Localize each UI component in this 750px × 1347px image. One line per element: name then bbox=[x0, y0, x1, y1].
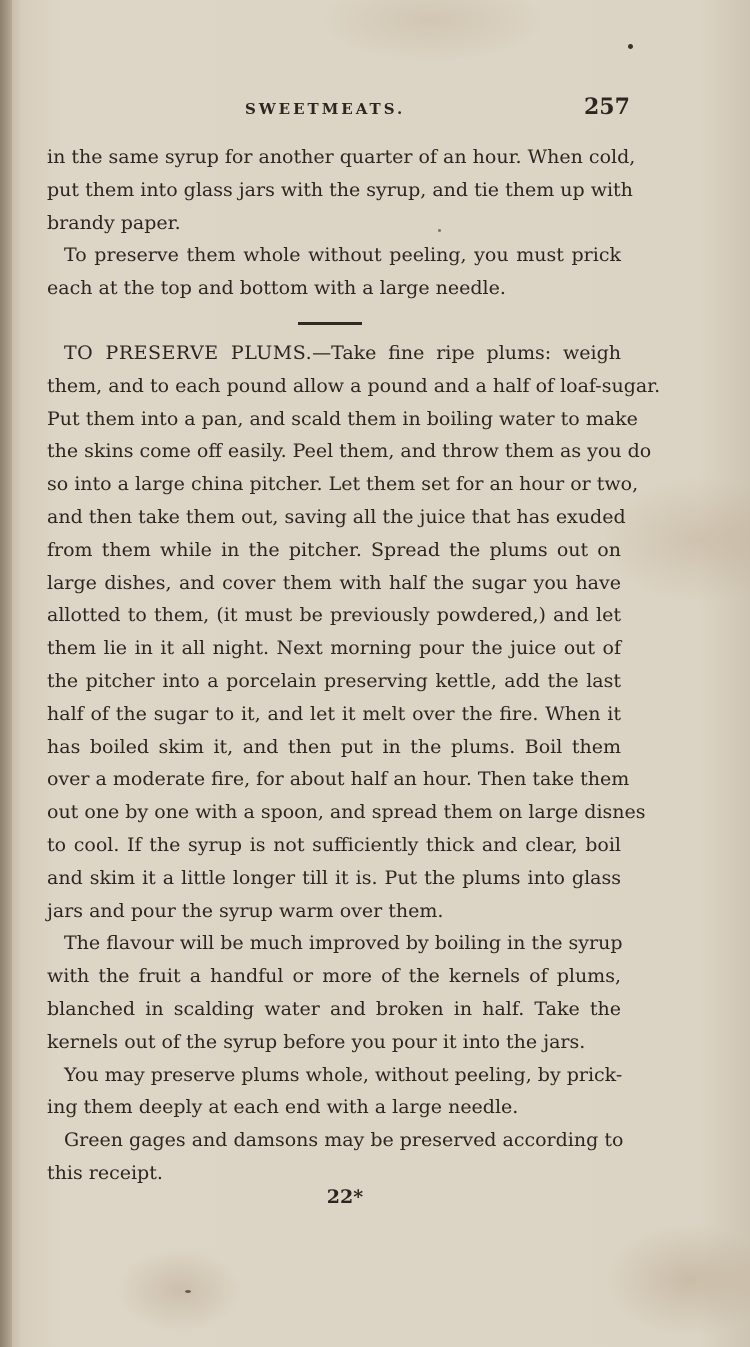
text-line: allotted to them, (it must be previously powdered,) and let bbox=[47, 604, 621, 627]
ink-speck bbox=[628, 44, 633, 49]
text-line: them lie in it all night. Next morning pour the juice out of bbox=[47, 637, 621, 660]
text-line: and then take them out, saving all the juice that has exuded bbox=[47, 505, 626, 528]
text-line: in the same syrup for another quarter of an hour. When cold, bbox=[47, 146, 636, 168]
text-line: so into a large china pitcher. Let them set for an hour or two, bbox=[47, 473, 639, 496]
text-line: and skim it a little longer till it is. Put the plums into glass bbox=[47, 866, 621, 889]
signature-mark: 22* bbox=[326, 1186, 364, 1208]
text-line: this receipt. bbox=[47, 1161, 163, 1184]
page-body bbox=[47, 141, 661, 1190]
running-head: SWEETMEATS. bbox=[245, 100, 406, 118]
text-line: large dishes, and cover them with half the sugar you have bbox=[47, 571, 621, 594]
text-line: You may preserve plums whole, without peeling, by prick- bbox=[64, 1063, 623, 1086]
page-header bbox=[0, 94, 750, 126]
section-spacer bbox=[47, 305, 621, 337]
text-line: has boiled skim it, and then put in the plums. Boil them bbox=[47, 735, 621, 758]
recipe-first-line bbox=[47, 337, 621, 370]
text-line: the pitcher into a porcelain preserving kettle, add the last bbox=[47, 669, 621, 692]
text-line: with the fruit a handful or more of the kernels of plums, bbox=[47, 965, 621, 988]
text-line: out one by one with a spoon, and spread them on large disnes bbox=[47, 801, 646, 824]
text-line: half of the sugar to it, and let it melt over the fire. When it bbox=[47, 702, 621, 725]
text-line: each at the top and bottom with a large needle. bbox=[47, 277, 506, 300]
text-line: to cool. If the syrup is not sufficiently thick and clear, boil bbox=[47, 833, 621, 856]
text-line: Green gages and damsons may be preserved according to bbox=[64, 1129, 624, 1152]
text-line: brandy paper. bbox=[47, 211, 181, 234]
ink-speck bbox=[185, 1290, 191, 1293]
text-line: ing them deeply at each end with a large needle. bbox=[47, 1096, 519, 1119]
text-line: jars and pour the syrup warm over them. bbox=[47, 899, 444, 922]
text-line: over a moderate fire, for about half an hour. Then take them bbox=[47, 768, 630, 791]
text-line: To preserve them whole without peeling, you must prick bbox=[64, 244, 621, 267]
section-divider-rule bbox=[298, 322, 362, 325]
recipe-first-line-rest: —Take fine ripe plums: weigh bbox=[312, 341, 621, 364]
text-line: blanched in scalding water and broken in half. Take the bbox=[47, 997, 621, 1020]
ink-speck bbox=[438, 229, 441, 232]
text-line: them, and to each pound allow a pound and a half of loaf-sugar. bbox=[47, 374, 661, 397]
text-line: put them into glass jars with the syrup, and tie them up with bbox=[47, 178, 633, 201]
text-line: kernels out of the syrup before you pour it into the jars. bbox=[47, 1030, 586, 1053]
text-line: Put them into a pan, and scald them in boiling water to make bbox=[47, 407, 638, 430]
page-number: 257 bbox=[584, 94, 630, 120]
text-line: from them while in the pitcher. Spread the plums out on bbox=[47, 538, 621, 561]
text-line: The flavour will be much improved by boiling in the syrup bbox=[64, 932, 623, 955]
page-gutter-shadow bbox=[0, 0, 12, 1347]
text-line: the skins come off easily. Peel them, and throw them as you do bbox=[47, 440, 652, 463]
recipe-title: TO PRESERVE PLUMS. bbox=[64, 341, 313, 364]
